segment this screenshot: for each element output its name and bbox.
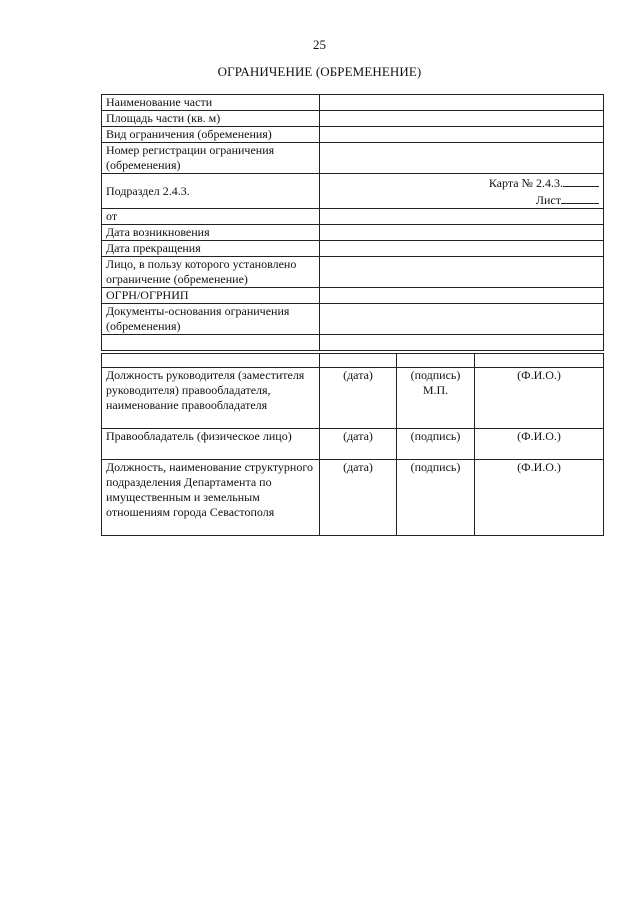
label-beneficiary: Лицо, в пользу которого установлено ограничение (обременение): [102, 257, 320, 288]
card-sheet-cell: [320, 174, 604, 209]
label-subsection: Подраздел 2.4.3.: [102, 174, 320, 209]
date-department: (дата): [320, 460, 397, 536]
label-from: от: [102, 209, 320, 225]
header-cell-role: [102, 354, 320, 368]
card-number-line: [324, 174, 599, 191]
row-empty: [102, 335, 604, 351]
label-registration-number: Номер регистрации ограничения (обременения): [102, 143, 320, 174]
value-registration-number: [320, 143, 604, 174]
value-empty: [320, 335, 604, 351]
date-individual: (дата): [320, 429, 397, 460]
sheet-blank: [561, 191, 599, 204]
row-basis-documents: [102, 304, 604, 335]
sheet-label: Лист: [535, 193, 561, 207]
header-cell-date: [320, 354, 397, 368]
value-start-date: [320, 225, 604, 241]
label-part-name: Наименование части: [102, 95, 320, 111]
card-number-blank: [563, 174, 599, 187]
header-cell-name: [475, 354, 604, 368]
value-ogrn: [320, 288, 604, 304]
row-end-date: [102, 241, 604, 257]
row-beneficiary: [102, 257, 604, 288]
label-empty: [102, 335, 320, 351]
label-ogrn: ОГРН/ОГРНИП: [102, 288, 320, 304]
value-from: [320, 209, 604, 225]
row-part-name: [102, 95, 604, 111]
row-subsection: [102, 174, 604, 209]
signature-department: (подпись): [397, 460, 475, 536]
label-part-area: Площадь части (кв. м): [102, 111, 320, 127]
value-basis-documents: [320, 304, 604, 335]
document-title: ОГРАНИЧЕНИЕ (ОБРЕМЕНЕНИЕ): [217, 64, 422, 79]
signature-individual: (подпись): [397, 429, 475, 460]
label-start-date: Дата возникновения: [102, 225, 320, 241]
name-department: (Ф.И.О.): [475, 460, 604, 536]
row-part-area: [102, 111, 604, 127]
label-basis-documents: Документы-основания ограничения (обременения): [102, 304, 320, 335]
value-restriction-type: [320, 127, 604, 143]
value-part-name: [320, 95, 604, 111]
signature-row-manager: [102, 368, 604, 429]
page-number: 25: [313, 37, 326, 52]
signature-row-department: [102, 460, 604, 536]
restriction-table: [101, 94, 604, 351]
row-registration-number: [102, 143, 604, 174]
label-end-date: Дата прекращения: [102, 241, 320, 257]
row-start-date: [102, 225, 604, 241]
value-beneficiary: [320, 257, 604, 288]
role-individual: Правообладатель (физическое лицо): [102, 429, 320, 460]
value-end-date: [320, 241, 604, 257]
header-cell-signature: [397, 354, 475, 368]
signature-manager-cell: [397, 368, 475, 429]
row-restriction-type: [102, 127, 604, 143]
sheet-line: [324, 191, 599, 208]
card-number-label: Карта № 2.4.3.: [488, 176, 563, 190]
value-part-area: [320, 111, 604, 127]
date-manager: (дата): [320, 368, 397, 429]
label-restriction-type: Вид ограничения (обременения): [102, 127, 320, 143]
signature-row-individual: [102, 429, 604, 460]
role-manager: Должность руководителя (заместителя руководителя) правообладателя, наименование правообладателя: [102, 368, 320, 429]
role-department: Должность, наименование структурного подразделения Департамента по имущественным и земельным отношениям города Севастополя: [102, 460, 320, 536]
name-manager: (Ф.И.О.): [475, 368, 604, 429]
name-individual: (Ф.И.О.): [475, 429, 604, 460]
row-from: [102, 209, 604, 225]
signature-header-row: [102, 354, 604, 368]
row-ogrn: [102, 288, 604, 304]
signature-table: [101, 353, 604, 536]
stamp-manager: М.П.: [422, 383, 449, 397]
signature-manager: (подпись): [410, 368, 461, 382]
